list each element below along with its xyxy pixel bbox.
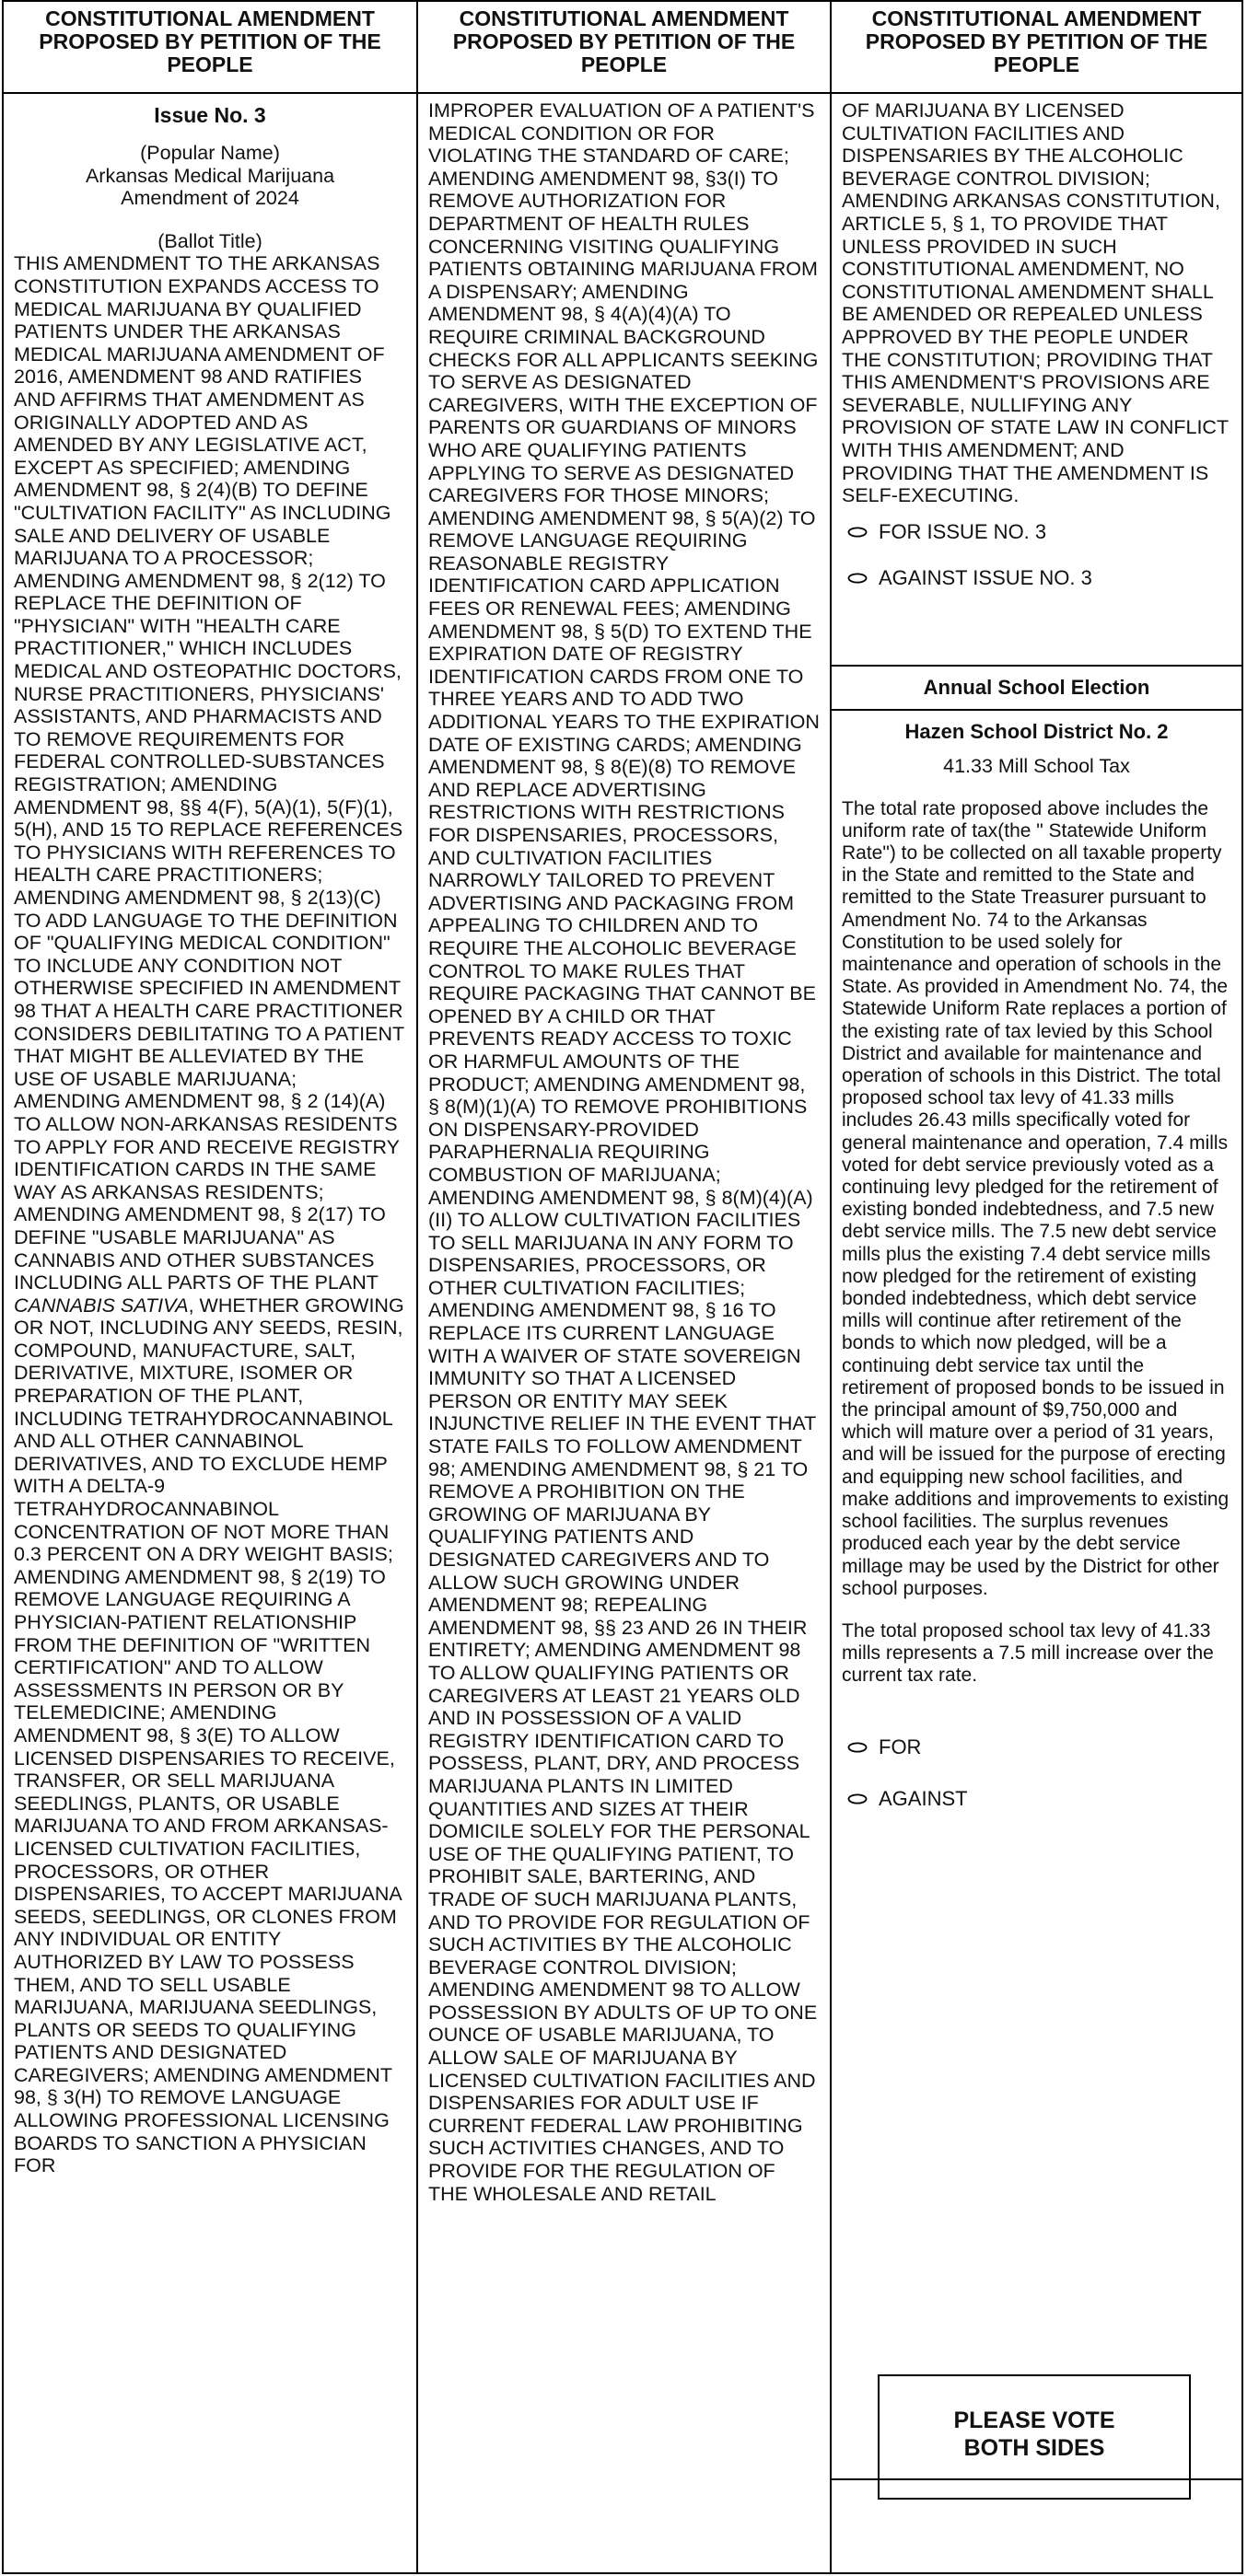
ballot-column-2: [418, 2, 832, 2574]
ballot-title-end: OF MARIJUANA BY LICENSED CULTIVATION FACILITIES AND DISPENSARIES BY THE ALCOHOLIC BEVERAGE CONTROL DIVISION; AMENDING ARKANSAS CONSTITUTION, ARTICLE 5, § 1, TO PROVIDE THAT UNLESS PROVIDED IN SUCH CONSTITUTIONAL AMENDMENT, NO CONSTITUTIONAL AMENDMENT SHALL BE AMENDED OR REPEALED UNLESS APPROVED BY THE PEOPLE UNDER THE CONSTITUTION; PROVIDING THAT THIS AMENDMENT'S PROVISIONS ARE SEVERABLE, NULLIFYING ANY PROVISION OF STATE LAW IN CONFLICT WITH THIS AMENDMENT; AND PROVIDING THAT THE AMENDMENT IS SELF-EXECUTING.: [842, 99, 1229, 507]
vote-oval-icon[interactable]: [847, 1742, 868, 1753]
school-election-section: [832, 665, 1241, 1811]
vote-oval-icon[interactable]: [847, 1793, 868, 1804]
choice-against-issue-3-label: AGAINST ISSUE NO. 3: [879, 565, 1092, 589]
vote-both-sides-line2: BOTH SIDES: [963, 2435, 1105, 2461]
choice-against-tax[interactable]: [847, 1787, 1231, 1811]
vote-oval-icon[interactable]: [847, 573, 868, 584]
ballot-title-label: (Ballot Title): [157, 229, 262, 252]
tax-paragraph-1: The total rate proposed above includes the uniform rate of tax(the " Statewide Uniform Rate") to be collected on all taxable property in the State and remitted to the State and remitted to the State Treasurer pursuant to Amendment No. 74 to the Arkansas Constitution to be used solely for maintenance and operation of schools in the State. As provided in Amendment No. 74, the Statewide Uniform Rate replaces a portion of the existing rate of tax levied by this School District and available for maintenance and operation of schools in this District. The total proposed school tax levy of 41.33 mills includes 26.43 mills specifically voted for general maintenance and operation, 7.4 mills voted for debt service previously voted as a continuing levy pledged for the retirement of existing bonded indebtedness, and 7.5 new debt service mills. The 7.5 new debt service mills plus the existing 7.4 debt service mills now pledged for the retirement of existing bonded indebtedness, which debt service mills will continue after retirement of the bonds to which now pledged, will be a continuing debt service tax until the retirement of proposed bonds to be issued in the principal amount of $9,750,000 and which will mature over a period of 31 years, and will be issued for the purpose of erecting and equipping new school facilities, and make additions and improvements to existing school facilities. The surplus revenues produced each year by the debt service millage may be used by the District for other school purposes.: [842, 797, 1230, 1599]
ballot-column-1: [4, 2, 418, 2574]
choice-for-issue-3[interactable]: [847, 520, 1231, 544]
column-header: CONSTITUTIONAL AMENDMENT PROPOSED BY PETITION OF THE PEOPLE: [418, 2, 830, 94]
column-header: CONSTITUTIONAL AMENDMENT PROPOSED BY PETITION OF THE PEOPLE: [832, 2, 1241, 94]
ballot-title-continued: IMPROPER EVALUATION OF A PATIENT'S MEDICAL CONDITION OR FOR VIOLATING THE STANDARD OF CARE; AMENDING AMENDMENT 98, §3(I) TO REMOVE AUTHORIZATION FOR DEPARTMENT OF HEALTH RULES CONCERNING VISITING QUALIFYING PATIENTS OBTAINING MARIJUANA FROM A DISPENSARY; AMENDING AMENDMENT 98, § 4(A)(4)(A) TO REQUIRE CRIMINAL BACKGROUND CHECKS FOR ALL APPLICANTS SEEKING TO SERVE AS DESIGNATED CAREGIVERS, WITH THE EXCEPTION OF PARENTS OR GUARDIANS OF MINORS WHO ARE QUALIFYING PATIENTS APPLYING TO SERVE AS DESIGNATED CAREGIVERS FOR THOSE MINORS; AMENDING AMENDMENT 98, § 5(A)(2) TO REMOVE LANGUAGE REQUIRING REASONABLE REGISTRY IDENTIFICATION CARD APPLICATION FEES OR RENEWAL FEES; AMENDING AMENDMENT 98, § 5(D) TO EXTEND THE EXPIRATION DATE OF REGISTRY IDENTIFICATION CARDS FROM ONE TO THREE YEARS AND TO ADD TWO ADDITIONAL YEARS TO THE EXPIRATION DATE OF EXISTING CARDS; AMENDING AMENDMENT 98, § 8(E)(8) TO REMOVE AND REPLACE ADVERTISING RESTRICTIONS WITH RESTRICTIONS FOR DISPENSARIES, PROCESSORS, AND CULTIVATION FACILITIES NARROWLY TAILORED TO PREVENT ADVERTISING AND PACKAGING FROM APPEALING TO CHILDREN AND TO REQUIRE THE ALCOHOLIC BEVERAGE CONTROL TO MAKE RULES THAT REQUIRE PACKAGING THAT CANNOT BE OPENED BY A CHILD OR THAT PREVENTS READY ACCESS TO TOXIC OR HARMFUL AMOUNTS OF THE PRODUCT; AMENDING AMENDMENT 98, § 8(M)(1)(A) TO REMOVE PROHIBITIONS ON DISPENSARY-PROVIDED PARAPHERNALIA REQUIRING COMBUSTION OF MARIJUANA; AMENDING AMENDMENT 98, § 8(M)(4)(A)(II) TO ALLOW CULTIVATION FACILITIES TO SELL MARIJUANA IN ANY FORM TO DISPENSARIES, PROCESSORS, OR OTHER CULTIVATION FACILITIES; AMENDING AMENDMENT 98, § 16 TO REPLACE ITS CURRENT LANGUAGE WITH A WAIVER OF STATE SOVEREIGN IMMUNITY SO THAT A LICENSED PERSON OR ENTITY MAY SEEK INJUNCTIVE RELIEF IN THE EVENT THAT STATE FAILS TO FOLLOW AMENDMENT 98; AMENDING AMENDMENT 98, § 21 TO REMOVE A PROHIBITION ON THE GROWING OF MARIJUANA BY QUALIFYING PATIENTS AND DESIGNATED CAREGIVERS AND TO ALLOW SUCH GROWING UNDER AMENDMENT 98; REPEALING AMENDMENT 98, §§ 23 AND 26 IN THEIR ENTIRETY; AMENDING AMENDMENT 98 TO ALLOW QUALIFYING PATIENTS OR CAREGIVERS AT LEAST 21 YEARS OLD AND IN POSSESSION OF A VALID REGISTRY IDENTIFICATION CARD TO POSSESS, PLANT, DRY, AND PROCESS MARIJUANA PLANTS IN LIMITED QUANTITIES AND SIZES AT THEIR DOMICILE SOLELY FOR THE PERSONAL USE OF THE QUALIFYING PATIENT, TO PROHIBIT SALE, BARTERING, AND TRADE OF SUCH MARIJUANA PLANTS, AND TO PROVIDE FOR REGULATION OF SUCH ACTIVITIES BY THE ALCOHOLIC BEVERAGE CONTROL DIVISION; AMENDING AMENDMENT 98 TO ALLOW POSSESSION BY ADULTS OF UP TO ONE OUNCE OF USABLE MARIJUANA, TO ALLOW SALE OF MARIJUANA BY LICENSED CULTIVATION FACILITIES AND DISPENSARIES FOR ADULT USE IF CURRENT FEDERAL LAW PROHIBITING SUCH ACTIVITIES CHANGES, AND TO PROVIDE FOR THE REGULATION OF THE WHOLESALE AND RETAIL: [428, 99, 820, 2205]
vote-both-sides-line1: PLEASE VOTE: [953, 2408, 1115, 2433]
school-election-title: Annual School Election: [923, 676, 1150, 699]
vote-both-sides-box: [878, 2374, 1191, 2500]
ballot-title-text-b: , WHETHER GROWING OR NOT, INCLUDING ANY SEEDS, RESIN, COMPOUND, MANUFACTURE, SALT, DERIVATIVE, MIXTURE, ISOMER OR PREPARATION OF THE PLANT, INCLUDING TETRAHYDROCANNABINOL AND ALL OTHER CANNABINOL DERIVATIVES, AND TO EXCLUDE HEMP WITH A DELTA-9 TETRAHYDROCANNABINOL CONCENTRATION OF NOT MORE THAN 0.3 PERCENT ON A DRY WEIGHT BASIS; AMENDING AMENDMENT 98, § 2(19) TO REMOVE LANGUAGE REQUIRING A PHYSICIAN-PATIENT RELATIONSHIP FROM THE DEFINITION OF "WRITTEN CERTIFICATION" AND TO ALLOW ASSESSMENTS IN PERSON OR BY TELEMEDICINE; AMENDING AMENDMENT 98, § 3(E) TO ALLOW LICENSED DISPENSARIES TO RECEIVE, TRANSFER, OR SELL MARIJUANA SEEDLINGS, PLANTS, OR USABLE MARIJUANA TO AND FROM ARKANSAS-LICENSED CULTIVATION FACILITIES, PROCESSORS, OR OTHER DISPENSARIES, TO ACCEPT MARIJUANA SEEDS, SEEDLINGS, OR CLONES FROM ANY INDIVIDUAL OR ENTITY AUTHORIZED BY LAW TO POSSESS THEM, AND TO SELL USABLE MARIJUANA, MARIJUANA SEEDLINGS, PLANTS OR SEEDS TO QUALIFYING PATIENTS AND DESIGNATED CAREGIVERS; AMENDING AMENDMENT 98, § 3(H) TO REMOVE LANGUAGE ALLOWING PROFESSIONAL LICENSING BOARDS TO SANCTION A PHYSICIAN FOR: [14, 1294, 404, 2177]
choice-for-issue-3-label: FOR ISSUE NO. 3: [879, 519, 1047, 543]
ballot-title-text-a: THIS AMENDMENT TO THE ARKANSAS CONSTITUTION EXPANDS ACCESS TO MEDICAL MARIJUANA BY QUALIFIED PATIENTS UNDER THE ARKANSAS MEDICAL MARIJUANA AMENDMENT OF 2016, AMENDMENT 98 AND RATIFIES AND AFFIRMS THAT AMENDMENT AS ORIGINALLY ADOPTED AND AS AMENDED BY ANY LEGISLATIVE ACT, EXCEPT AS SPECIFIED; AMENDING AMENDMENT 98, § 2(4)(B) TO DEFINE "CULTIVATION FACILITY" AS INCLUDING SALE AND DELIVERY OF USABLE MARIJUANA TO A PROCESSOR; AMENDING AMENDMENT 98, § 2(12) TO REPLACE THE DEFINITION OF "PHYSICIAN" WITH "HEALTH CARE PRACTITIONER," WHICH INCLUDES MEDICAL AND OSTEOPATHIC DOCTORS, NURSE PRACTITIONERS, PHYSICIANS' ASSISTANTS, AND PHARMACISTS AND TO REMOVE REQUIREMENTS FOR FEDERAL CONTROLLED-SUBSTANCES REGISTRATION; AMENDING AMENDMENT 98, §§ 4(F), 5(A)(1), 5(F)(1), 5(H), AND 15 TO REPLACE REFERENCES TO PHYSICIANS WITH REFERENCES TO HEALTH CARE PRACTITIONERS; AMENDING AMENDMENT 98, § 2(13)(C) TO ADD LANGUAGE TO THE DEFINITION OF "QUALIFYING MEDICAL CONDITION" TO INCLUDE ANY CONDITION NOT OTHERWISE SPECIFIED IN AMENDMENT 98 THAT A HEALTH CARE PRACTITIONER CONSIDERS DEBILITATING TO A PATIENT THAT MIGHT BE ALLEVIATED BY THE USE OF USABLE MARIJUANA; AMENDING AMENDMENT 98, § 2 (14)(A) TO ALLOW NON-ARKANSAS RESIDENTS TO APPLY FOR AND RECEIVE REGISTRY IDENTIFICATION CARDS IN THE SAME WAY AS ARKANSAS RESIDENTS; AMENDING AMENDMENT 98, § 2(17) TO DEFINE "USABLE MARIJUANA" AS CANNABIS AND OTHER SUBSTANCES INCLUDING ALL PARTS OF THE PLANT: [14, 252, 404, 1294]
choice-against-issue-3[interactable]: [847, 566, 1231, 590]
ballot-page: [2, 0, 1243, 2574]
cannabis-sativa-text: CANNABIS SATIVA: [14, 1294, 189, 1317]
choice-for-tax[interactable]: [847, 1735, 1231, 1759]
popular-name-label: (Popular Name): [140, 142, 280, 164]
tax-paragraph-2: The total proposed school tax levy of 41.33 mills represents a 7.5 mill increase over the current tax rate.: [842, 1619, 1214, 1687]
ballot-title-text: [14, 252, 406, 2176]
vote-oval-icon[interactable]: [847, 527, 868, 538]
ballot-column-3: [832, 2, 1241, 2574]
choice-against-tax-label: AGAINST: [879, 1786, 968, 1810]
tax-title: 41.33 Mill School Tax: [943, 755, 1130, 777]
popular-name: Arkansas Medical Marijuana Amendment of 2024: [85, 164, 335, 210]
district-name: Hazen School District No. 2: [904, 720, 1169, 743]
issue-title: Issue No. 3: [154, 103, 266, 127]
choice-for-tax-label: FOR: [879, 1735, 922, 1758]
column-header: CONSTITUTIONAL AMENDMENT PROPOSED BY PETITION OF THE PEOPLE: [4, 2, 416, 94]
